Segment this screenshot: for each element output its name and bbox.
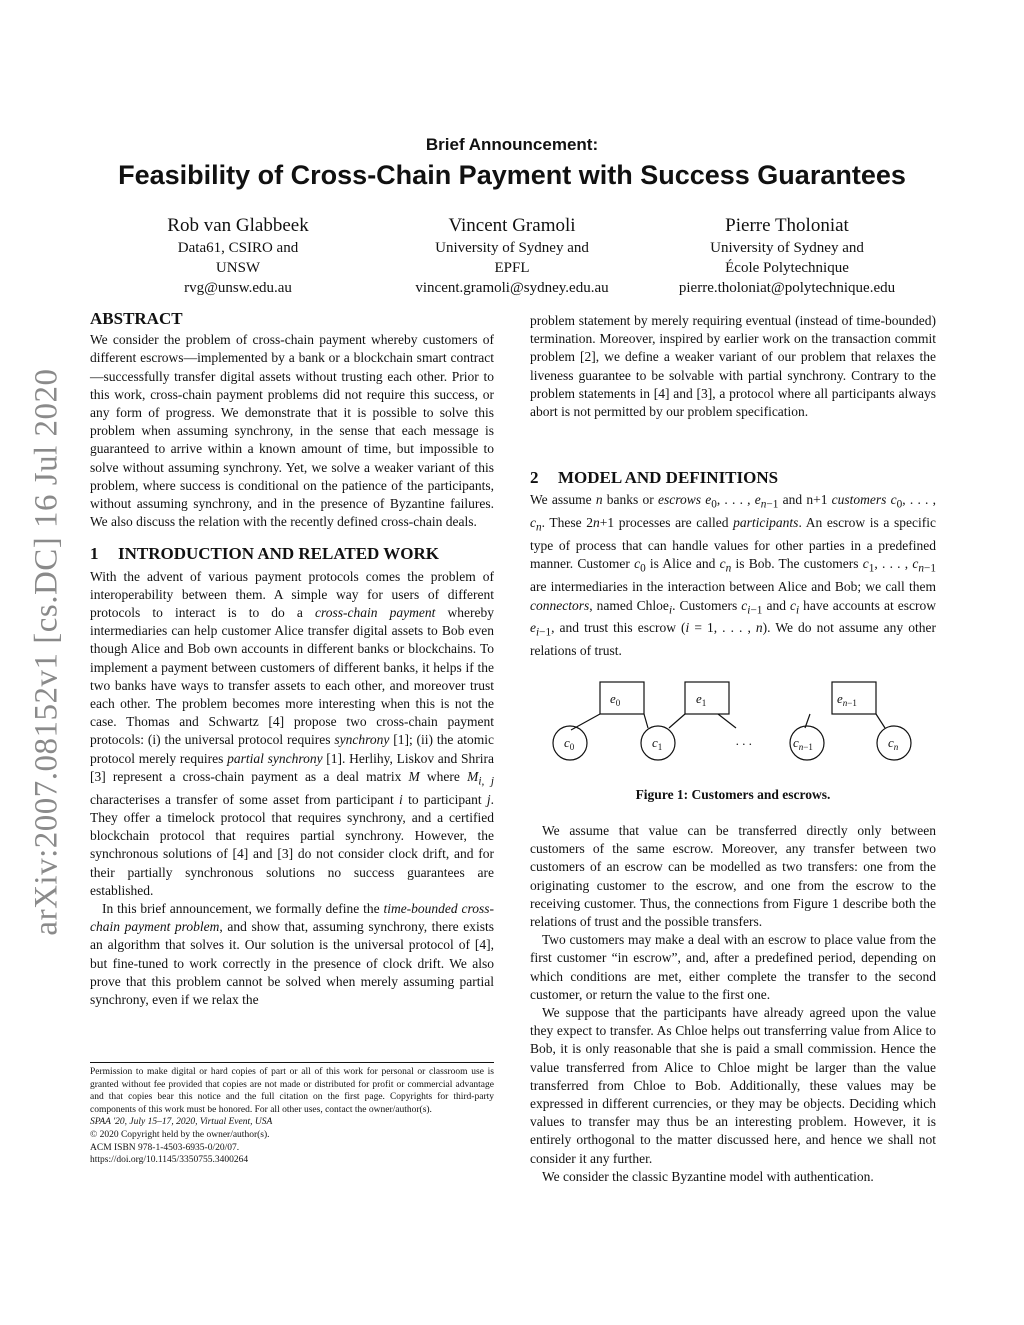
abstract-heading: ABSTRACT [90,309,183,328]
section-2-paragraph-4: We suppose that the participants have already agreed upon the value they expect to transfer. As Chloe helps out transferring value from Alice to Bob, it is only reasonable that she is paid a small commission. Hence the value transferred from Alice to Chloe might be larger than the value transferred from Chloe to Bob. Additionally, these values may be expressed in different currencies, or they may be objects. Deciding which values to transfer may thus be an interesting problem. However, it is entirely orthogonal to the matter discussed here, and hence we shall not consider it any further. [530,1005,936,1166]
permission-footnote [90,1062,494,1167]
section-1-continuation: problem statement by merely requiring eventual (instead of time-bounded) termination. Moreover, inspired by earlier work on the transaction commit problem [2], we define a weaker variant of our problem that relaxes the liveness guarantee to be solvable with partial synchrony. Contrary to the problem statements in [4] and [3], a protocol where all participants always abort is not permitted by our problem specification. [530,313,936,420]
edge-en1-cn [876,714,885,728]
author-name: Vincent Gramoli [448,215,576,236]
author-affiliation: EPFL [494,260,530,276]
author-email: vincent.gramoli@sydney.edu.au [415,280,609,296]
section-1-paragraph-2: In this brief announcement, we formally define the time-bounded cross-chain payment problem, and show that, assuming synchrony, there exists an algorithm that solves it. Our solution is the universal protocol of [4], but fine-tuned to work correctly in the presence of clock drift. We also prove that this problem cannot be solved when merely assuming partial synchrony, even if we relax the [90,900,494,1007]
section-title: INTRODUCTION AND RELATED WORK [118,544,439,564]
author-affiliation: École Polytechnique [725,260,849,276]
arxiv-stamp-text: arXiv:2007.08152v1 [cs.DC] 16 Jul 2020 [28,368,65,936]
section-2-paragraph-1: We assume n banks or escrows $e_0$, . . . , $e_{n-1}$ and n+1 customers $c_0$, . . . , $c_n$. These 2n+1 processes are called participants. An escrow is a specific type of process that can handle values for other parties in a predefined manner. Customer $c_0$ is Alice and $c_n$ is Bob. The customers $c_1$, . . . , $c_{n-1}$ are intermediaries in the interaction between Alice and Bob; we call them connectors, named Chloe$_i$. Customers $c_{i-1}$ and $c_i$ have accounts at escrow $e_{i-1}$, and trust this escrow (i = 1, . . . , n). We do not assume any other relations of trust. [530,492,937,659]
doi-link[interactable]: https://doi.org/10.1145/3350755.3400264 [90,1155,249,1166]
section-number: 1 [90,544,99,564]
figure-1-caption: Figure 1: Customers and escrows. [635,787,831,802]
right-column-top [530,312,936,660]
section-1-heading [90,545,494,563]
escrow-label-e1: $e_1$ [696,691,707,708]
section-2-paragraph-3: Two customers may make a deal with an escrow to place value from the first customer “in escrow”, and, after a predefined period, depending on which conditions are met, either complete the transfer to the second customer, or return the value to the first one. [530,932,936,1002]
author-email: pierre.tholoniat@polytechnique.edu [678,280,896,296]
escrow-box-e0 [600,682,644,714]
author-affiliation: UNSW [215,260,261,276]
figure-1-diagram [530,672,936,782]
copyright: © 2020 Copyright held by the owner/author(s). [90,1129,270,1140]
author-affiliation: University of Sydney and [710,240,864,256]
customer-label-c0: $c_0$ [564,735,575,752]
author-block-3 [637,214,937,298]
author-email: rvg@unsw.edu.au [184,280,292,296]
venue: SPAA '20, July 15–17, 2020, Virtual Event, USA [90,1117,273,1128]
section-1-paragraph-1: With the advent of various payment protocols comes the problem of interoperability between them. A simple way for users of different protocols to interact is to do a cross-chain payment whereby intermediaries can help customer Alice transfer digital assets to Bob even though Alice and Bob own accounts in different banks or blockchains. To implement a payment between customers of different banks, it helps if the two banks have ways to transfer assets to each other, and moreover trust each other. The problem becomes more interesting when this is not the case. Thomas and Schwartz [4] propose two cross-chain payment protocols: (i) the universal protocol requires synchrony [1]; (ii) the atomic protocol merely requires partial synchrony [1]. Herlihy, Liskov and Shrira [3] represent a cross-chain payment as a deal matrix M where $M_{i, j}$ characterises a transfer of some asset from participant i to participant j. They offer a timelock protocol that requires synchrony, and a certified blockchain protocol that requires partial synchrony. However, the synchronous solutions of [4] and [3] do not consider clock drift, and for their partially synchronous solutions no success guarantees are established. [90,568,495,898]
edge-c1-e1 [669,714,685,728]
ellipsis: . . . [736,733,753,748]
customer-label-c1: $c_1$ [652,735,663,752]
author-affiliation: University of Sydney and [435,240,589,256]
section-2-heading [530,469,936,487]
permission-text: Permission to make digital or hard copies of part or all of this work for personal or classroom use is granted without fee provided that copies are not made or distributed for profit or commercial advantage and that copies bear this notice and the full citation on the first page. Copyrights for third-party components of this work must be honored. For all other uses, contact the owner/author(s). [90,1067,494,1115]
author-name: Pierre Tholoniat [725,215,849,236]
author-block-1 [88,214,388,298]
abstract-text: We consider the problem of cross-chain payment whereby customers of different escrows—implemented by a bank or a blockchain smart contract—successfully transfer digital assets without trusting each other. Prior to this work, cross-chain payment problems did not require this success, or any form of progress. We demonstrate that it is possible to solve this problem when assuming synchrony, in the sense that each message is guaranteed to arrive within a known amount of time, but impossible to solve without assuming synchrony. Yet, we solve a weaker variant of this problem, where success is conditional on the patience of the participants, without assuming synchrony, and in the presence of Byzantine failures. We also discuss the relation with the recently defined cross-chain deals. [90,332,494,530]
escrow-label-en1: $e_n-1$ [837,691,857,708]
left-column [90,310,494,1009]
isbn: ACM ISBN 978-1-4503-6935-0/20/07. [90,1142,240,1153]
author-name: Rob van Glabbeek [167,215,309,236]
section-number: 2 [530,468,539,488]
section-2-paragraph-2: We assume that value can be transferred directly only between customers of the same escrow. Moreover, any transfer between two customers of an escrow can be modelled as two transfers: one from the originating customer to the escrow, and one from the escrow to the receiving customer. Thus, the connections from Figure 1 describe both the relations of trust and the possible transfers. [530,823,936,930]
section-title: MODEL AND DEFINITIONS [558,468,779,488]
title-kicker: Brief Announcement: [425,135,599,154]
edge-e0-c1 [644,714,648,728]
paper-title: Feasibility of Cross-Chain Payment with Success Guarantees [118,160,906,190]
escrow-label-e0: $e_0$ [610,691,621,708]
author-affiliation: Data61, CSIRO and [177,240,299,256]
escrow-box-e1 [685,682,729,714]
section-2-paragraph-5: We consider the classic Byzantine model with authentication. [542,1168,874,1184]
customer-label-cn: $c_n$ [888,735,899,752]
arxiv-stamp [20,362,74,942]
author-block-2 [362,214,662,298]
right-column-bottom [530,822,936,1186]
edge-e1-out [718,714,736,728]
edge-c0-e0 [571,714,600,730]
customer-label-cn1: $c_n-1$ [793,735,813,752]
